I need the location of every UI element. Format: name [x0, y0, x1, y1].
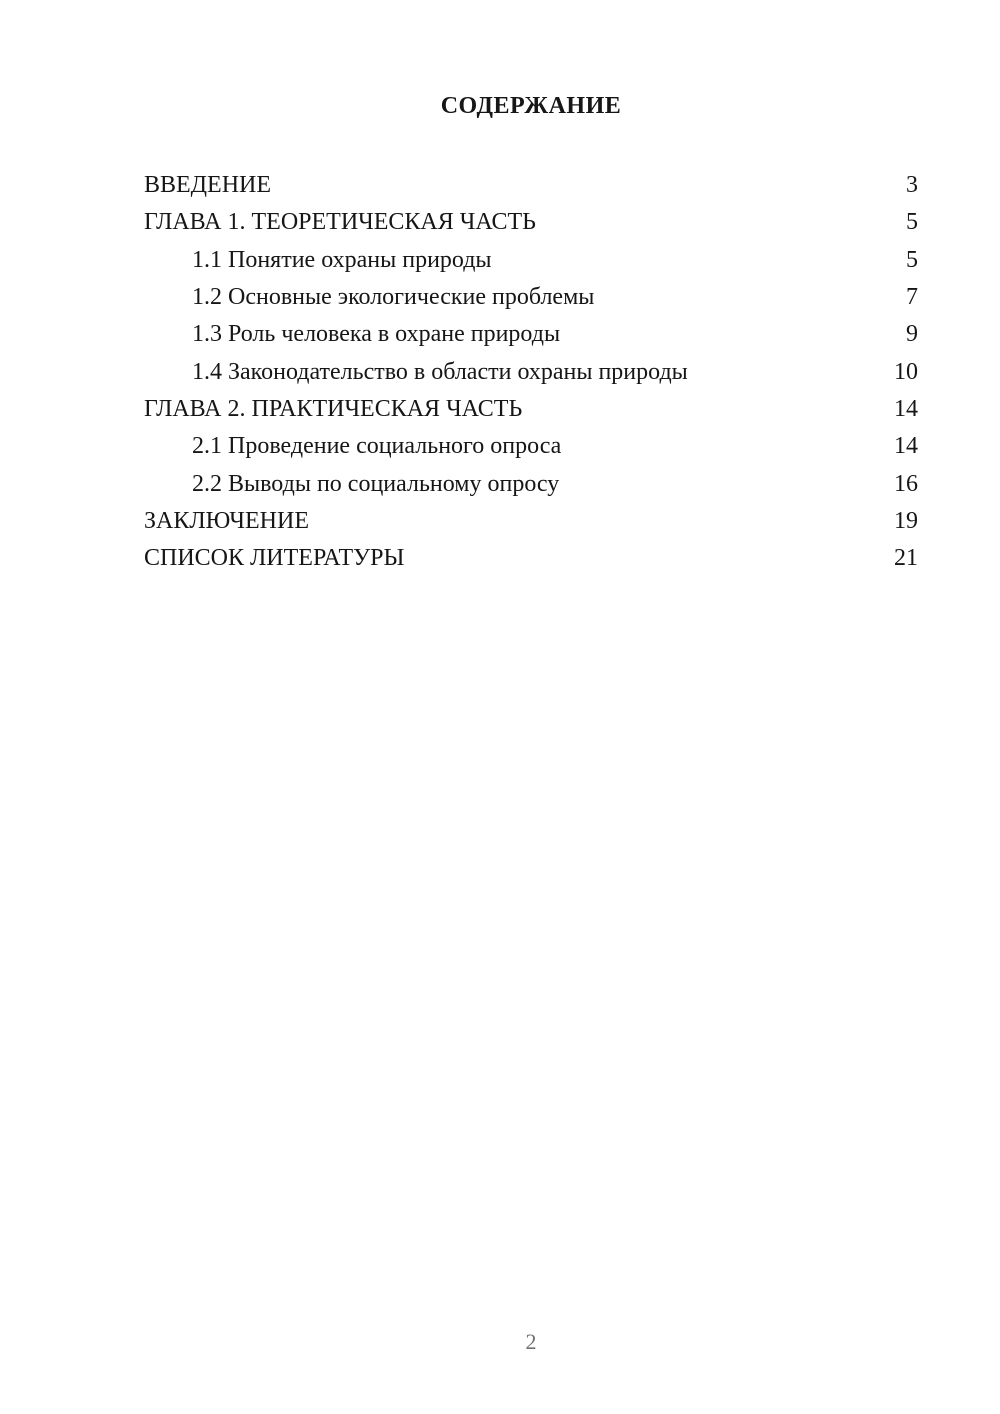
- toc-entry-page: 7: [906, 283, 918, 310]
- toc-entry-page: 9: [906, 321, 918, 348]
- toc-entry: [144, 167, 918, 204]
- toc-entry-page: 19: [894, 507, 918, 534]
- toc-entry: [144, 391, 918, 428]
- toc-entry-page: 10: [894, 358, 918, 385]
- toc-entry-page: 21: [894, 545, 918, 572]
- toc-entry-page: 16: [894, 470, 918, 497]
- toc-entry-label: 2.2 Выводы по социальному опросу: [192, 470, 560, 497]
- toc-entry: [144, 466, 918, 503]
- toc-entry-label: ВВЕДЕНИЕ: [144, 172, 272, 198]
- toc-entry: [144, 204, 918, 241]
- toc-entry-page: 3: [906, 172, 918, 198]
- toc-entry: [144, 279, 918, 316]
- toc-entry-label: 1.4 Законодательство в области охраны природы: [192, 358, 688, 385]
- toc-entry-label: СПИСОК ЛИТЕРАТУРЫ: [144, 545, 405, 572]
- toc-entry-label: 1.2 Основные экологические проблемы: [192, 283, 595, 310]
- toc-entry: [144, 354, 918, 391]
- toc-entry-label: 2.1 Проведение социального опроса: [192, 433, 562, 460]
- toc-entry: [144, 503, 918, 540]
- toc-entry-page: 5: [906, 209, 918, 236]
- page-title: СОДЕРЖАНИЕ: [440, 93, 622, 119]
- table-of-contents: [144, 167, 918, 578]
- toc-entry: [144, 316, 918, 353]
- toc-entry-page: 5: [906, 246, 918, 273]
- toc-entry-label: 1.1 Понятие охраны природы: [192, 246, 492, 273]
- toc-entry: [144, 540, 918, 577]
- toc-entry: [144, 242, 918, 279]
- toc-entry-label: ЗАКЛЮЧЕНИЕ: [144, 507, 309, 534]
- toc-entry: [144, 428, 918, 465]
- toc-entry-page: 14: [894, 433, 918, 460]
- toc-entry-page: 14: [894, 395, 918, 422]
- toc-entry-label: 1.3 Роль человека в охране природы: [192, 321, 561, 348]
- toc-entry-label: ГЛАВА 2. ПРАКТИЧЕСКАЯ ЧАСТЬ: [144, 395, 523, 422]
- toc-entry-label: ГЛАВА 1. ТЕОРЕТИЧЕСКАЯ ЧАСТЬ: [144, 209, 536, 236]
- footer-page-number: 2: [525, 1329, 537, 1354]
